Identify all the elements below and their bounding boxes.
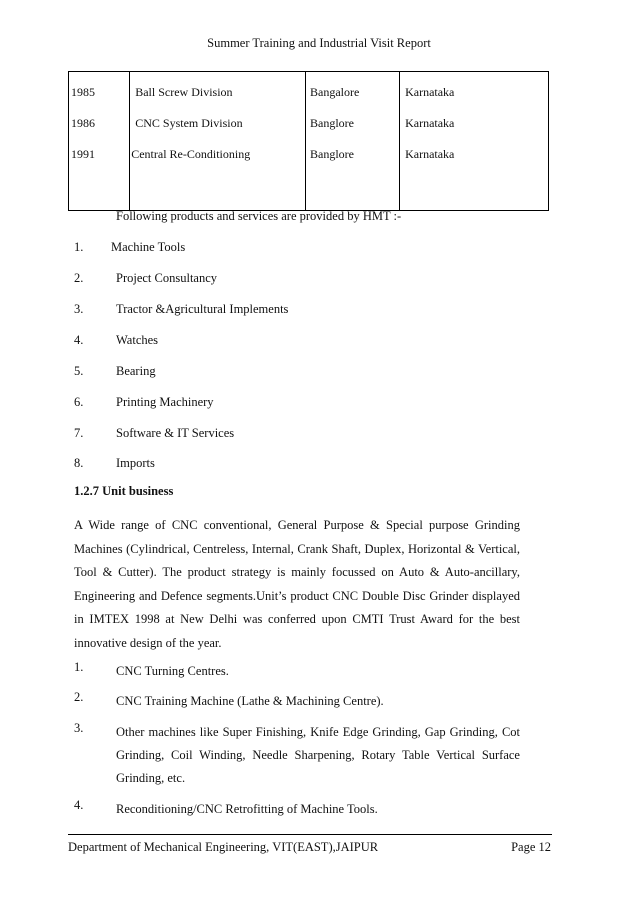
footer-divider xyxy=(68,834,552,835)
list-text: Tractor &Agricultural Implements xyxy=(116,302,289,316)
table-cell-city: Banglore xyxy=(309,116,354,130)
table-cell-state: Karnataka xyxy=(405,85,455,99)
table-cell-division: CNC System Division xyxy=(135,116,243,130)
list-text: Project Consultancy xyxy=(116,271,218,285)
table-cell-division: Central Re-Conditioning xyxy=(131,147,251,161)
list-number: 6. xyxy=(74,395,84,409)
list-text: Bearing xyxy=(116,364,156,378)
products-intro: Following products and services are provided by HMT :- xyxy=(116,209,402,223)
list-text: Software & IT Services xyxy=(116,426,235,440)
list-number: 4. xyxy=(74,798,84,812)
footer-department: Department of Mechanical Engineering, VIT(EAST),JAIPUR xyxy=(68,840,379,854)
list-text: Imports xyxy=(116,456,155,470)
list-text: Other machines like Super Finishing, Knife Edge Grinding, Gap Grinding, Cot Grinding, Coil Winding, Needle Sharpening, Rotary Table Vertical Surface Grinding, etc. xyxy=(116,725,520,785)
table-cell-year: 1986 xyxy=(71,116,95,130)
section-heading: 1.2.7 Unit business xyxy=(74,484,174,498)
list-text: CNC Training Machine (Lathe & Machining Centre). xyxy=(116,694,384,708)
list-number: 3. xyxy=(74,721,84,735)
page-number: Page 12 xyxy=(511,840,551,854)
list-number: 5. xyxy=(74,364,84,378)
page-header: Summer Training and Industrial Visit Report xyxy=(207,36,431,50)
table-cell-year: 1991 xyxy=(71,147,95,161)
table-cell-state: Karnataka xyxy=(405,147,455,161)
list-text: Reconditioning/CNC Retrofitting of Machine Tools. xyxy=(116,802,378,816)
city-column xyxy=(305,72,399,211)
table-cell-state: Karnataka xyxy=(405,116,455,130)
list-number: 4. xyxy=(74,333,84,347)
list-number: 7. xyxy=(74,426,84,440)
table-cell-city: Bangalore xyxy=(309,85,360,99)
division-table xyxy=(68,71,549,211)
list-text: Watches xyxy=(116,333,159,347)
list-text: Machine Tools xyxy=(111,240,186,254)
unit-business-paragraph: A Wide range of CNC conventional, General Purpose & Special purpose Grinding Machines (Cylindrical, Centreless, Internal, Crank Shaft, Duplex, Horizontal & Vertical, Tool & Cutter). The product strategy is mainly focussed on Auto & Auto-ancillary, Engineering and Defence segments.Unit’s product CNC Double Disc Grinder displayed in IMTEX 1998 at New Delhi was conferred upon CMTI Trust Award for the best innovative design of the year. xyxy=(74,518,520,650)
list-number: 8. xyxy=(74,456,84,470)
list-number: 3. xyxy=(74,302,84,316)
table-cell-division: Ball Screw Division xyxy=(135,85,233,99)
year-column xyxy=(69,72,130,211)
list-number: 1. xyxy=(74,240,84,254)
list-text: CNC Turning Centres. xyxy=(116,664,229,678)
state-column xyxy=(400,72,549,211)
list-number: 2. xyxy=(74,271,84,285)
table-cell-year: 1985 xyxy=(71,85,95,99)
list-number: 1. xyxy=(74,660,84,674)
list-number: 2. xyxy=(74,690,84,704)
list-text: Printing Machinery xyxy=(116,395,214,409)
table-cell-city: Banglore xyxy=(309,147,354,161)
division-column xyxy=(130,72,306,211)
